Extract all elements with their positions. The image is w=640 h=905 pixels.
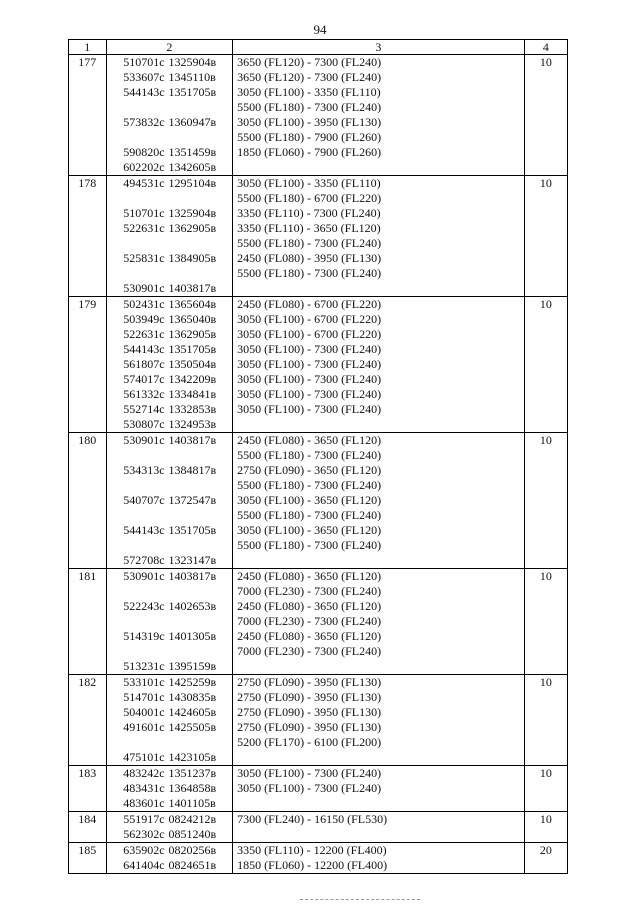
latitude: 574017с [123, 372, 165, 386]
latitude: 533101с [123, 675, 165, 689]
coordinate-line [107, 675, 233, 690]
value-cell: 10 [524, 812, 567, 843]
row-number: 185 [69, 843, 107, 874]
coordinate-line [107, 538, 233, 553]
scan-artifact [300, 899, 420, 901]
altitude-range: 5500 (FL180) - 7300 (FL240) [237, 508, 382, 522]
header-row [69, 40, 568, 55]
altitude-range: 3050 (FL100) - 3950 (FL130) [237, 115, 382, 129]
latitude: 483242с [123, 766, 165, 780]
coordinate-line [107, 100, 233, 115]
longitude: 1324953в [168, 417, 217, 431]
table-row [69, 433, 568, 569]
latitude: 533607с [123, 70, 165, 84]
altitude-range: 3050 (FL100) - 6700 (FL220) [237, 327, 382, 341]
coordinates-cell [106, 176, 233, 297]
coordinate-line [107, 70, 233, 85]
altitude-cell [233, 569, 525, 675]
value-cell: 10 [524, 569, 567, 675]
coordinate-line [107, 827, 233, 842]
table-row [69, 55, 568, 176]
coordinate-line [107, 342, 233, 357]
altitude-range: 3350 (FL110) - 12200 (FL400) [237, 843, 387, 857]
coordinate-line [107, 357, 233, 372]
coordinate-line [107, 508, 233, 523]
latitude: 552714с [123, 402, 165, 416]
coordinate-line [107, 160, 233, 175]
longitude: 1425259в [168, 675, 217, 689]
altitude-range: 3050 (FL100) - 7300 (FL240) [237, 402, 382, 416]
longitude: 1360947в [168, 115, 217, 129]
altitude-range: 5500 (FL180) - 7300 (FL240) [237, 100, 382, 114]
longitude: 1342209в [168, 372, 217, 386]
altitude-range: 3050 (FL100) - 7300 (FL240) [237, 781, 382, 795]
latitude: 525831с [123, 251, 165, 265]
latitude: 483601с [123, 796, 165, 810]
coordinate-line [107, 629, 233, 644]
coordinate-line [107, 584, 233, 599]
coordinate-line [107, 85, 233, 100]
coordinates-cell [106, 297, 233, 433]
row-number: 177 [69, 55, 107, 176]
altitude-range: 5500 (FL180) - 7300 (FL240) [237, 448, 382, 462]
latitude: 530807с [123, 417, 165, 431]
altitude-range: 7000 (FL230) - 7300 (FL240) [237, 614, 382, 628]
value-cell: 20 [524, 843, 567, 874]
coordinate-line [107, 750, 233, 765]
coordinate-line [107, 614, 233, 629]
coordinate-line [107, 327, 233, 342]
longitude: 1425505в [168, 720, 217, 734]
altitude-range: 3350 (FL110) - 7300 (FL240) [237, 206, 381, 220]
coordinate-line [107, 705, 233, 720]
coordinate-line [107, 644, 233, 659]
coordinate-line [107, 796, 233, 811]
latitude: 514701с [123, 690, 165, 704]
longitude: 0851240в [168, 827, 217, 841]
page-number: 94 [313, 22, 327, 37]
altitude-range: 5500 (FL180) - 7300 (FL240) [237, 266, 382, 280]
table-row [69, 176, 568, 297]
coordinate-line [107, 417, 233, 432]
longitude: 1351705в [168, 85, 217, 99]
coordinate-line [107, 433, 233, 448]
longitude: 1351705в [168, 523, 217, 537]
coordinates-cell [106, 812, 233, 843]
altitude-range: 2750 (FL090) - 3950 (FL130) [237, 720, 382, 734]
coordinate-line [107, 387, 233, 402]
coordinate-line [107, 221, 233, 236]
latitude: 562302с [123, 827, 165, 841]
longitude: 1423105в [168, 750, 217, 764]
latitude: 540707с [123, 493, 165, 507]
coordinate-line [107, 735, 233, 750]
latitude: 590820с [123, 145, 165, 159]
longitude: 1295104в [168, 176, 217, 190]
latitude: 544143с [123, 523, 165, 537]
coordinate-line [107, 599, 233, 614]
altitude-range: 2750 (FL090) - 3950 (FL130) [237, 705, 382, 719]
longitude: 1325904в [168, 55, 217, 69]
latitude: 635902с [123, 843, 165, 857]
altitude-range: 2450 (FL080) - 3650 (FL120) [237, 569, 382, 583]
longitude: 1401305в [168, 629, 217, 643]
header-col-4: 4 [524, 40, 567, 55]
longitude: 1424605в [168, 705, 217, 719]
altitude-range: 5500 (FL180) - 7300 (FL240) [237, 236, 382, 250]
altitude-range: 7000 (FL230) - 7300 (FL240) [237, 644, 382, 658]
longitude: 1402653в [168, 599, 217, 613]
header-col-1: 1 [69, 40, 107, 55]
altitude-range: 3350 (FL110) - 3650 (FL120) [237, 221, 381, 235]
coordinate-line [107, 236, 233, 251]
altitude-range: 3050 (FL100) - 3350 (FL110) [237, 176, 381, 190]
coordinate-line [107, 690, 233, 705]
coordinate-line [107, 720, 233, 735]
altitude-range [233, 827, 524, 842]
airspace-table [68, 39, 568, 874]
longitude: 1430835в [168, 690, 217, 704]
latitude: 530901с [123, 281, 165, 295]
coordinate-line [107, 115, 233, 130]
altitude-cell [233, 297, 525, 433]
altitude-range: 3050 (FL100) - 7300 (FL240) [237, 357, 382, 371]
longitude: 1351237в [168, 766, 217, 780]
altitude-range [233, 659, 524, 674]
altitude-range: 3050 (FL100) - 3650 (FL120) [237, 493, 382, 507]
longitude: 1384905в [168, 251, 217, 265]
coordinates-cell [106, 766, 233, 812]
coordinate-line [107, 463, 233, 478]
coordinate-line [107, 493, 233, 508]
latitude: 602202с [123, 160, 165, 174]
row-number: 184 [69, 812, 107, 843]
coordinate-line [107, 191, 233, 206]
value-cell: 10 [524, 176, 567, 297]
coordinates-cell [106, 433, 233, 569]
row-number: 183 [69, 766, 107, 812]
altitude-cell [233, 812, 525, 843]
coordinate-line [107, 206, 233, 221]
value-cell: 10 [524, 55, 567, 176]
latitude: 483431с [123, 781, 165, 795]
longitude: 1372547в [168, 493, 217, 507]
longitude: 1323147в [168, 553, 217, 567]
longitude: 1403817в [168, 281, 217, 295]
altitude-range: 5500 (FL180) - 7900 (FL260) [237, 130, 382, 144]
coordinate-line [107, 130, 233, 145]
altitude-range: 2450 (FL080) - 6700 (FL220) [237, 297, 382, 311]
latitude: 491601с [123, 720, 165, 734]
latitude: 475101с [123, 750, 165, 764]
longitude: 1334841в [168, 387, 217, 401]
altitude-cell [233, 55, 525, 176]
longitude: 1401105в [168, 796, 216, 810]
coordinate-line [107, 659, 233, 674]
coordinate-line [107, 766, 233, 781]
latitude: 534313с [123, 463, 165, 477]
table-body [69, 40, 568, 874]
longitude: 1364858в [168, 781, 217, 795]
coordinate-line [107, 812, 233, 827]
longitude: 1350504в [168, 357, 217, 371]
longitude: 1332853в [168, 402, 217, 416]
longitude: 1403817в [168, 433, 217, 447]
coordinate-line [107, 478, 233, 493]
latitude: 504001с [123, 705, 165, 719]
coordinates-cell [106, 843, 233, 874]
latitude: 494531с [123, 176, 165, 190]
longitude: 1403817в [168, 569, 217, 583]
latitude: 561332с [123, 387, 165, 401]
latitude: 573832с [123, 115, 165, 129]
table-row [69, 766, 568, 812]
value-cell: 10 [524, 675, 567, 766]
altitude-range: 5500 (FL180) - 6700 (FL220) [237, 191, 382, 205]
coordinates-cell [106, 675, 233, 766]
altitude-range: 3050 (FL100) - 6700 (FL220) [237, 312, 382, 326]
latitude: 522243с [123, 599, 165, 613]
longitude: 1351705в [168, 342, 217, 356]
coordinate-line [107, 448, 233, 463]
latitude: 530901с [123, 569, 165, 583]
coordinate-line [107, 781, 233, 796]
header-col-2: 2 [106, 40, 233, 55]
altitude-range: 7300 (FL240) - 16150 (FL530) [237, 812, 388, 826]
altitude-range: 5200 (FL170) - 6100 (FL200) [237, 735, 382, 749]
longitude: 1345110в [168, 70, 216, 84]
latitude: 522631с [123, 327, 165, 341]
table-row [69, 569, 568, 675]
row-number: 180 [69, 433, 107, 569]
latitude: 514319с [123, 629, 165, 643]
altitude-range: 2750 (FL090) - 3950 (FL130) [237, 675, 382, 689]
latitude: 641404с [123, 858, 165, 872]
coordinates-cell [106, 569, 233, 675]
coordinate-line [107, 281, 233, 296]
table-row [69, 843, 568, 874]
table-row [69, 812, 568, 843]
altitude-cell [233, 843, 525, 874]
altitude-range [233, 281, 524, 296]
coordinate-line [107, 402, 233, 417]
header-col-3: 3 [233, 40, 525, 55]
latitude: 544143с [123, 342, 165, 356]
altitude-range: 5500 (FL180) - 7300 (FL240) [237, 478, 382, 492]
altitude-range [233, 796, 524, 811]
longitude: 1395159в [168, 659, 217, 673]
altitude-range: 3050 (FL100) - 7300 (FL240) [237, 387, 382, 401]
coordinate-line [107, 55, 233, 70]
longitude: 1351459в [168, 145, 217, 159]
coordinate-line [107, 858, 233, 873]
altitude-range: 3650 (FL120) - 7300 (FL240) [237, 55, 382, 69]
coordinate-line [107, 569, 233, 584]
altitude-cell [233, 675, 525, 766]
longitude: 1342605в [168, 160, 217, 174]
coordinate-line [107, 145, 233, 160]
latitude: 510701с [123, 206, 165, 220]
latitude: 530901с [123, 433, 165, 447]
row-number: 178 [69, 176, 107, 297]
altitude-range: 2750 (FL090) - 3650 (FL120) [237, 463, 382, 477]
altitude-range: 3050 (FL100) - 7300 (FL240) [237, 766, 382, 780]
altitude-range: 3650 (FL120) - 7300 (FL240) [237, 70, 382, 84]
altitude-cell [233, 766, 525, 812]
altitude-range [233, 553, 524, 568]
latitude: 544143с [123, 85, 165, 99]
altitude-range: 2450 (FL080) - 3650 (FL120) [237, 599, 382, 613]
coordinate-line [107, 176, 233, 191]
longitude: 1325904в [168, 206, 217, 220]
value-cell: 10 [524, 766, 567, 812]
latitude: 572708с [123, 553, 165, 567]
value-cell: 10 [524, 297, 567, 433]
altitude-range: 1850 (FL060) - 7900 (FL260) [237, 145, 382, 159]
coordinate-line [107, 372, 233, 387]
coordinate-line [107, 843, 233, 858]
latitude: 561807с [123, 357, 165, 371]
row-number: 179 [69, 297, 107, 433]
altitude-range: 2450 (FL080) - 3650 (FL120) [237, 629, 382, 643]
longitude: 1365040в [168, 312, 217, 326]
altitude-range: 3050 (FL100) - 7300 (FL240) [237, 342, 382, 356]
latitude: 503949с [123, 312, 165, 326]
altitude-range: 3050 (FL100) - 7300 (FL240) [237, 372, 382, 386]
table-row [69, 297, 568, 433]
latitude: 502431с [123, 297, 165, 311]
altitude-cell [233, 433, 525, 569]
altitude-range: 2450 (FL080) - 3950 (FL130) [237, 251, 382, 265]
altitude-range [233, 160, 524, 175]
longitude: 0824651в [168, 858, 217, 872]
longitude: 1362905в [168, 221, 217, 235]
row-number: 182 [69, 675, 107, 766]
altitude-range: 3050 (FL100) - 3350 (FL110) [237, 85, 381, 99]
latitude: 551917с [123, 812, 165, 826]
longitude: 1362905в [168, 327, 217, 341]
latitude: 510701с [123, 55, 165, 69]
coordinate-line [107, 553, 233, 568]
altitude-range: 1850 (FL060) - 12200 (FL400) [237, 858, 388, 872]
altitude-range: 7000 (FL230) - 7300 (FL240) [237, 584, 382, 598]
row-number: 181 [69, 569, 107, 675]
coordinate-line [107, 523, 233, 538]
altitude-range [233, 417, 524, 432]
coordinate-line [107, 312, 233, 327]
longitude: 0820256в [168, 843, 217, 857]
altitude-range: 2750 (FL090) - 3950 (FL130) [237, 690, 382, 704]
altitude-range: 2450 (FL080) - 3650 (FL120) [237, 433, 382, 447]
altitude-cell [233, 176, 525, 297]
value-cell: 10 [524, 433, 567, 569]
altitude-range: 3050 (FL100) - 3650 (FL120) [237, 523, 382, 537]
latitude: 513231с [123, 659, 165, 673]
longitude: 0824212в [168, 812, 217, 826]
longitude: 1365604в [168, 297, 217, 311]
table-row [69, 675, 568, 766]
longitude: 1384817в [168, 463, 217, 477]
coordinate-line [107, 251, 233, 266]
altitude-range: 5500 (FL180) - 7300 (FL240) [237, 538, 382, 552]
latitude: 522631с [123, 221, 165, 235]
coordinates-cell [106, 55, 233, 176]
coordinate-line [107, 297, 233, 312]
altitude-range [233, 750, 524, 765]
coordinate-line [107, 266, 233, 281]
